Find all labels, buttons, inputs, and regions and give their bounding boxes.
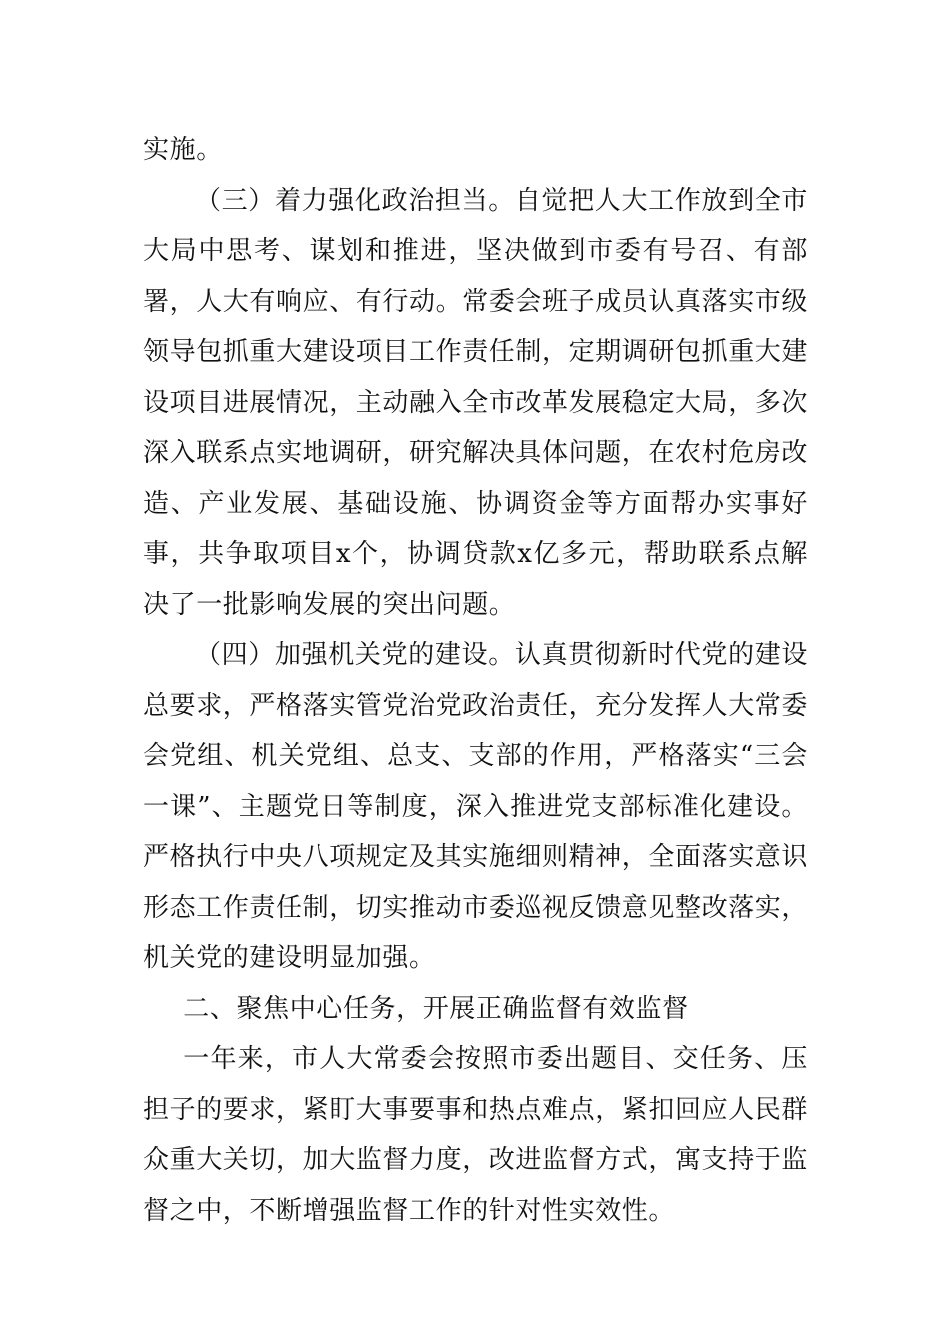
paragraph-continuation: 实施。 <box>143 135 223 165</box>
paragraph-intro: 一年来，市人大常委会按照市委出题目、交任务、压担子的要求，紧盯大事要事和热点难点，紧扣回应人民群众重大关切，加大监督力度，改进监督方式，寓支持于监督之中，不断增强监督工作的针对性实效性。 <box>143 1044 809 1226</box>
paragraph-section-3: （三）着力强化政治担当。自觉把人大工作放到全市大局中思考、谋划和推进，坚决做到市委有号召、有部署，人大有响应、有行动。常委会班子成员认真落实市级领导包抓重大建设项目工作责任制，定期调研包抓重大建设项目进展情况，主动融入全市改革发展稳定大局，多次深入联系点实地调研，研究解决具体问题，在农村危房改造、产业发展、基础设施、协调资金等方面帮办实事好事，共争取项目x个，协调贷款x亿多元，帮助联系点解决了一批影响发展的突出问题。 <box>143 185 809 620</box>
paragraph-section-4: （四）加强机关党的建设。认真贯彻新时代党的建设总要求，严格落实管党治党政治责任，充分发挥人大常委会党组、机关党组、总支、支部的作用，严格落实“三会一课”、主题党日等制度，深入推进党支部标准化建设。严格执行中央八项规定及其实施细则精神，全面落实意识形态工作责任制，切实推动市委巡视反馈意见整改落实，机关党的建设明显加强。 <box>143 640 809 973</box>
document-page <box>143 125 808 1236</box>
section-heading-2: 二、聚焦中心任务，开展正确监督有效监督 <box>183 993 689 1024</box>
